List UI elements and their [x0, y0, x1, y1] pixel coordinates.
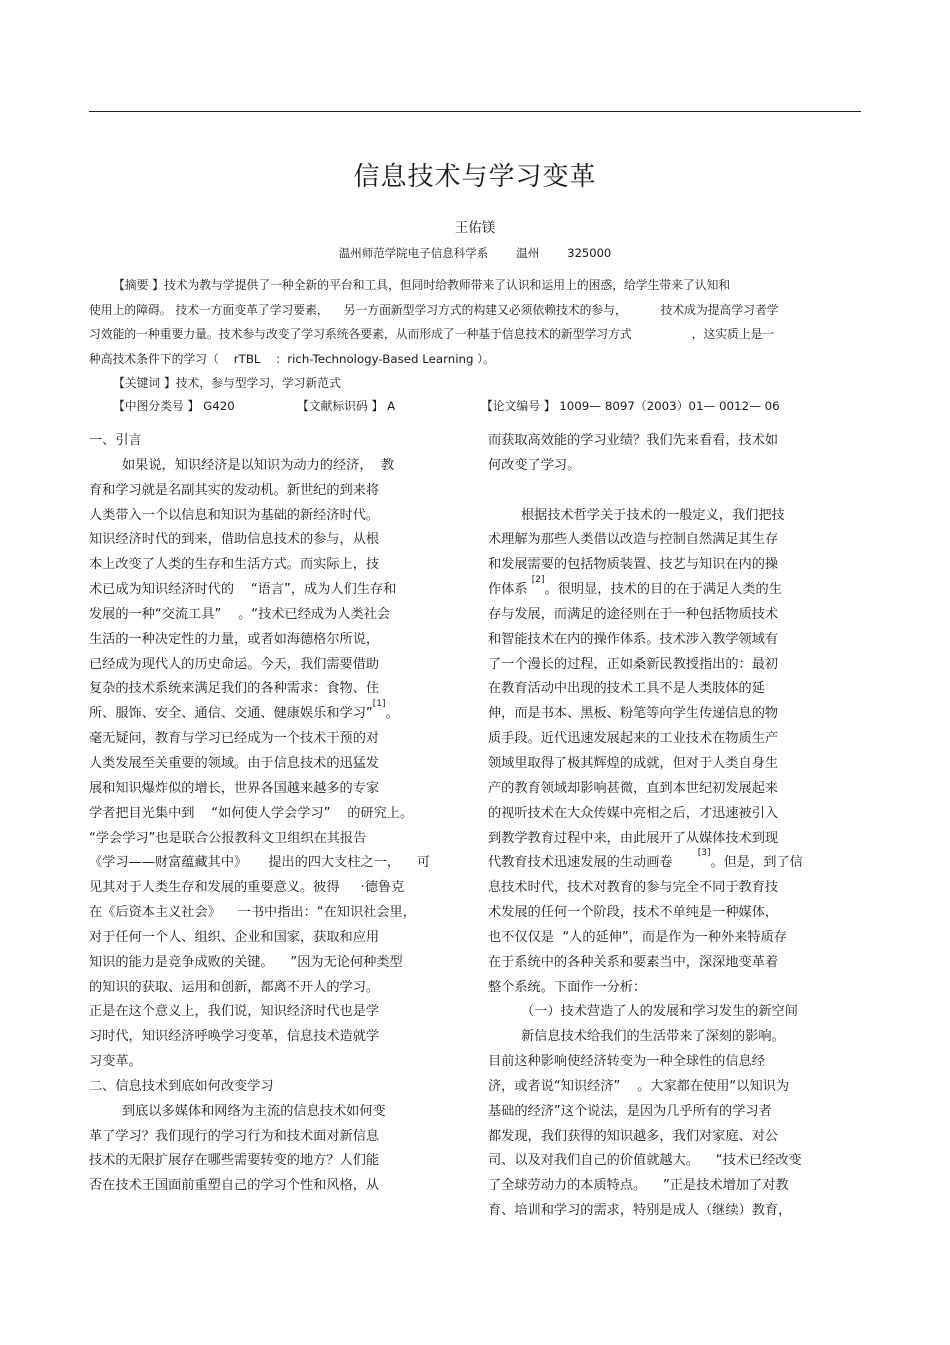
line-text: 了一个漫长的过程，正如桑新民教授指出的：最初 — [488, 656, 779, 672]
line-text: 毫无疑问，教育与学习已经成为一个技术干预的对 — [89, 731, 380, 747]
body-line — [488, 1125, 860, 1150]
line-text: 革了学习？我们现行的学习行为和技术面对新信息 — [89, 1128, 380, 1144]
line-text: 展和知识爆炸似的增长，世界各国越来越多的专家 — [89, 780, 380, 796]
citation-ref: [3] — [697, 848, 711, 859]
line-text: 都发现，我们获得的知识越多，我们对家庭、对公 — [488, 1128, 779, 1144]
abstract — [89, 273, 854, 396]
body-line — [488, 752, 860, 777]
line-text: 生活的一种决定性的力量，或者如海德格尔所说， — [89, 631, 380, 647]
line-text: 发展的一种“交流工具” 。“技术已经成为人类社会 — [89, 606, 391, 622]
line-text: 在教育活动中出现的技术工具不是人类肢体的延 — [488, 681, 765, 697]
body-line — [488, 1174, 860, 1199]
body-line — [488, 528, 860, 553]
body-line — [488, 827, 860, 852]
body-line — [488, 1199, 860, 1224]
line-text: 产的教育领域却影响甚微，直到本世纪初发展起来 — [488, 780, 779, 796]
line-text: 见其对于人类生存和发展的重要意义。彼得 ·德鲁克 — [89, 880, 405, 896]
line-text: 整个系统。下面作一分析： — [488, 979, 647, 995]
line-text: 作体系 — [488, 582, 532, 598]
author-name: 王佑镁 — [454, 220, 496, 236]
line-text-after-citation: 。但是，到了信 — [710, 855, 803, 871]
line-text: 在于系统中的各种关系和要素当中，深深地变革着 — [488, 954, 779, 970]
line-text: 术已成为知识经济时代的 “语言”，成为人们生存和 — [89, 582, 397, 598]
line-text: 育和学习就是名副其实的发动机。新世纪的到来将 — [89, 482, 380, 498]
line-text: 术发展的任何一个阶段，技术不单纯是一种媒体， — [488, 905, 779, 921]
left-column — [89, 429, 464, 1199]
line-text: 根据技术哲学关于技术的一般定义，我们把技 — [521, 507, 785, 523]
abstract-line: 使用上的障碍。 技术一方面变革了学习要素， 另一方面新型学习方式的构建又必须依赖技术的参与， 技术成为提高学习者学 — [89, 302, 779, 317]
line-text: 司、以及对我们自己的价值就越大。 “技术已经改变 — [488, 1153, 802, 1169]
body-line — [488, 926, 860, 951]
body-line — [488, 876, 860, 901]
body-line — [488, 479, 860, 504]
body-line — [89, 752, 464, 777]
line-text: 到教学教育过程中来，由此展开了从媒体技术到现 — [488, 830, 779, 846]
body-line — [89, 1174, 464, 1199]
line-text: 对于任何一个人、组织、企业和国家，获取和应用 — [89, 929, 380, 945]
body-line — [488, 702, 860, 727]
body-line — [89, 1000, 464, 1025]
body-line — [89, 851, 464, 876]
clc-number: 【中图分类号 】 G420 — [113, 399, 235, 413]
body-line — [89, 479, 464, 504]
affiliation-dept: 温州师范学院电子信息科学系 — [338, 246, 489, 260]
body-line — [488, 1000, 860, 1025]
line-text: 基础的经济”这个说法，是因为几乎所有的学习者 — [488, 1103, 772, 1119]
body-line — [89, 802, 464, 827]
line-text: 正是在这个意义上，我们说，知识经济时代也是学 — [89, 1004, 380, 1020]
line-text-after-citation: 。很明显，技术的目的在于满足人类的生 — [544, 582, 782, 598]
line-text: （一）技术营造了人的发展和学习发生的新空间 — [521, 1004, 798, 1020]
keywords: 【关键词 】技术，参与型学习，学习新范式 — [113, 376, 341, 390]
line-text: 术理解为那些人类借以改造与控制自然满足其生存 — [488, 532, 779, 548]
line-text: 知识的能力是竞争成败的关键。 ”因为无论何种类型 — [89, 954, 403, 970]
line-text: 育、培训和学习的需求，特别是成人（继续）教育， — [488, 1203, 792, 1219]
line-text: 代教育技术迅速发展的生动画卷 — [488, 855, 698, 871]
body-line — [488, 454, 860, 479]
body-line — [488, 1075, 860, 1100]
line-text: 存与发展，而满足的途径则在于一种包括物质技术 — [488, 606, 779, 622]
line-text: 也不仅仅是 “人的延伸”，而是作为一种外来特质存 — [488, 929, 787, 945]
line-text: 伸，而是书本、黑板、粉笔等向学生传递信息的物 — [488, 706, 779, 722]
body-line — [89, 578, 464, 603]
line-text: 技术的无限扩展存在哪些需要转变的地方？人们能 — [89, 1153, 380, 1169]
abstract-line: 种高技术条件下的学习（ rTBL ：rich-Technology-Based Learning ）。 — [89, 351, 495, 366]
body-line — [89, 1075, 464, 1100]
line-text: 和智能技术在内的操作体系。技术涉入教学领域有 — [488, 631, 779, 647]
body-line — [89, 699, 464, 727]
line-text: 了全球劳动力的本质特点。 ”正是技术增加了对教 — [488, 1178, 789, 1194]
body-line — [89, 528, 464, 553]
line-text: 习时代，知识经济呼唤学习变革，信息技术造就学 — [89, 1029, 380, 1045]
line-text: 所、服饰、安全、通信、交通、健康娱乐和学习” — [89, 706, 373, 722]
body-line — [89, 976, 464, 1001]
body-line — [488, 429, 860, 454]
body-line — [89, 504, 464, 529]
line-text: 知识经济时代的到来，借助信息技术的参与，从根 — [89, 532, 380, 548]
body-line — [89, 677, 464, 702]
body-line — [89, 628, 464, 653]
body-line — [488, 677, 860, 702]
body-line — [89, 727, 464, 752]
citation-ref: [1] — [372, 699, 386, 710]
body-line — [89, 926, 464, 951]
body-line — [89, 1025, 464, 1050]
body-line — [488, 603, 860, 628]
citation-ref: [2] — [531, 575, 545, 586]
line-text: 目前这种影响使经济转变为一种全球性的信息经 — [488, 1054, 765, 1070]
article-number: 【论文编号 】 1009— 8097（2003）01— 0012— 06 — [481, 399, 780, 413]
affiliation-city: 温州 — [516, 246, 540, 260]
top-rule — [89, 111, 861, 112]
body-line — [488, 1050, 860, 1075]
body-line — [89, 876, 464, 901]
body-line — [488, 628, 860, 653]
line-text: 否在技术王国面前重塑自己的学习个性和风格，从 — [89, 1178, 380, 1194]
body-line — [89, 603, 464, 628]
line-text: 到底以多媒体和网络为主流的信息技术如何变 — [122, 1103, 386, 1119]
right-column — [488, 429, 860, 1224]
body-line — [488, 1025, 860, 1050]
line-text: 学者把目光集中到 “如何使人学会学习” 的研究上。 — [89, 805, 414, 821]
paper-title: 信息技术与学习变革 — [353, 162, 597, 192]
body-line — [89, 901, 464, 926]
line-text: 《学习——财富蕴藏其中》 提出的四大支柱之一， 可 — [89, 855, 431, 871]
line-text: 复杂的技术系统来满足我们的各种需求：食物、住 — [89, 681, 380, 697]
body-line — [89, 454, 464, 479]
affiliation-postcode: 325000 — [567, 246, 612, 260]
body-line — [89, 1100, 464, 1125]
line-text: 一、引言 — [89, 433, 142, 448]
line-text: 已经成为现代人的历史命运。今天，我们需要借助 — [89, 656, 380, 672]
line-text: 质手段。近代迅速发展起来的工业技术在物质生产 — [488, 731, 779, 747]
body-line — [488, 901, 860, 926]
line-text: 何改变了学习。 — [488, 457, 581, 473]
body-line — [488, 653, 860, 678]
line-text: 在《后资本主义社会》 一书中指出：“在知识社会里， — [89, 905, 416, 921]
body-line — [89, 951, 464, 976]
body-line — [488, 951, 860, 976]
body-line — [89, 827, 464, 852]
line-text: 二、信息技术到底如何改变学习 — [89, 1078, 274, 1094]
body-line — [488, 976, 860, 1001]
abstract-line: 【摘要 】技术为教与学提供了一种全新的平台和工具，但同时给教师带来了认识和运用上的困惑，给学生带来了认知和 — [113, 278, 731, 292]
body-line — [89, 1125, 464, 1150]
line-text: 的视听技术在大众传媒中亮相之后，才迅速被引入 — [488, 805, 779, 821]
line-text-after-citation: 。 — [385, 706, 399, 722]
line-text: 人类带入一个以信息和知识为基础的新经济时代。 — [89, 507, 380, 523]
body-line — [89, 429, 464, 454]
body-line — [89, 777, 464, 802]
line-text: 的知识的获取、运用和创新，都离不开人的学习。 — [89, 979, 380, 995]
line-text: 领域里取得了极其辉煌的成就，但对于人类自身生 — [488, 755, 779, 771]
line-text: 和发展需要的包括物质装置、技艺与知识在内的操 — [488, 557, 779, 573]
document-code: 【文献标识码 】 A — [297, 399, 396, 413]
body-line — [488, 1100, 860, 1125]
body-line — [488, 802, 860, 827]
body-line — [89, 653, 464, 678]
body-line — [488, 777, 860, 802]
body-line — [488, 504, 860, 529]
body-line — [89, 553, 464, 578]
body-line — [89, 1050, 464, 1075]
body-line — [488, 727, 860, 752]
body-line — [488, 1149, 860, 1174]
body-line — [488, 575, 860, 603]
line-text: 习变革。 — [89, 1054, 142, 1070]
line-text: 济，或者说“知识经济” 。大家都在使用“以知识为 — [488, 1078, 790, 1094]
body-line — [488, 848, 860, 876]
body-line — [89, 1149, 464, 1174]
line-text: 息技术时代，技术对教育的参与完全不同于教育技 — [488, 880, 779, 896]
line-text: “学会学习”也是联合公报教科文卫组织在其报告 — [89, 830, 367, 846]
line-text: 人类发展至关重要的领域。由于信息技术的迅猛发 — [89, 755, 380, 771]
affiliation — [0, 245, 950, 261]
line-text: 新信息技术给我们的生活带来了深刻的影响。 — [521, 1029, 785, 1045]
abstract-line: 习效能的一种重要力量。技术参与改变了学习系统各要素，从而形成了一种基于信息技术的新型学习方式 ，这实质上是一 — [89, 327, 775, 341]
line-text: 而获取高效能的学习业绩？我们先来看看，技术如 — [488, 433, 779, 448]
line-text: 本上改变了人类的生存和生活方式。而实际上，技 — [89, 557, 380, 573]
line-text: 如果说，知识经济是以知识为动力的经济， 教 — [122, 457, 395, 473]
